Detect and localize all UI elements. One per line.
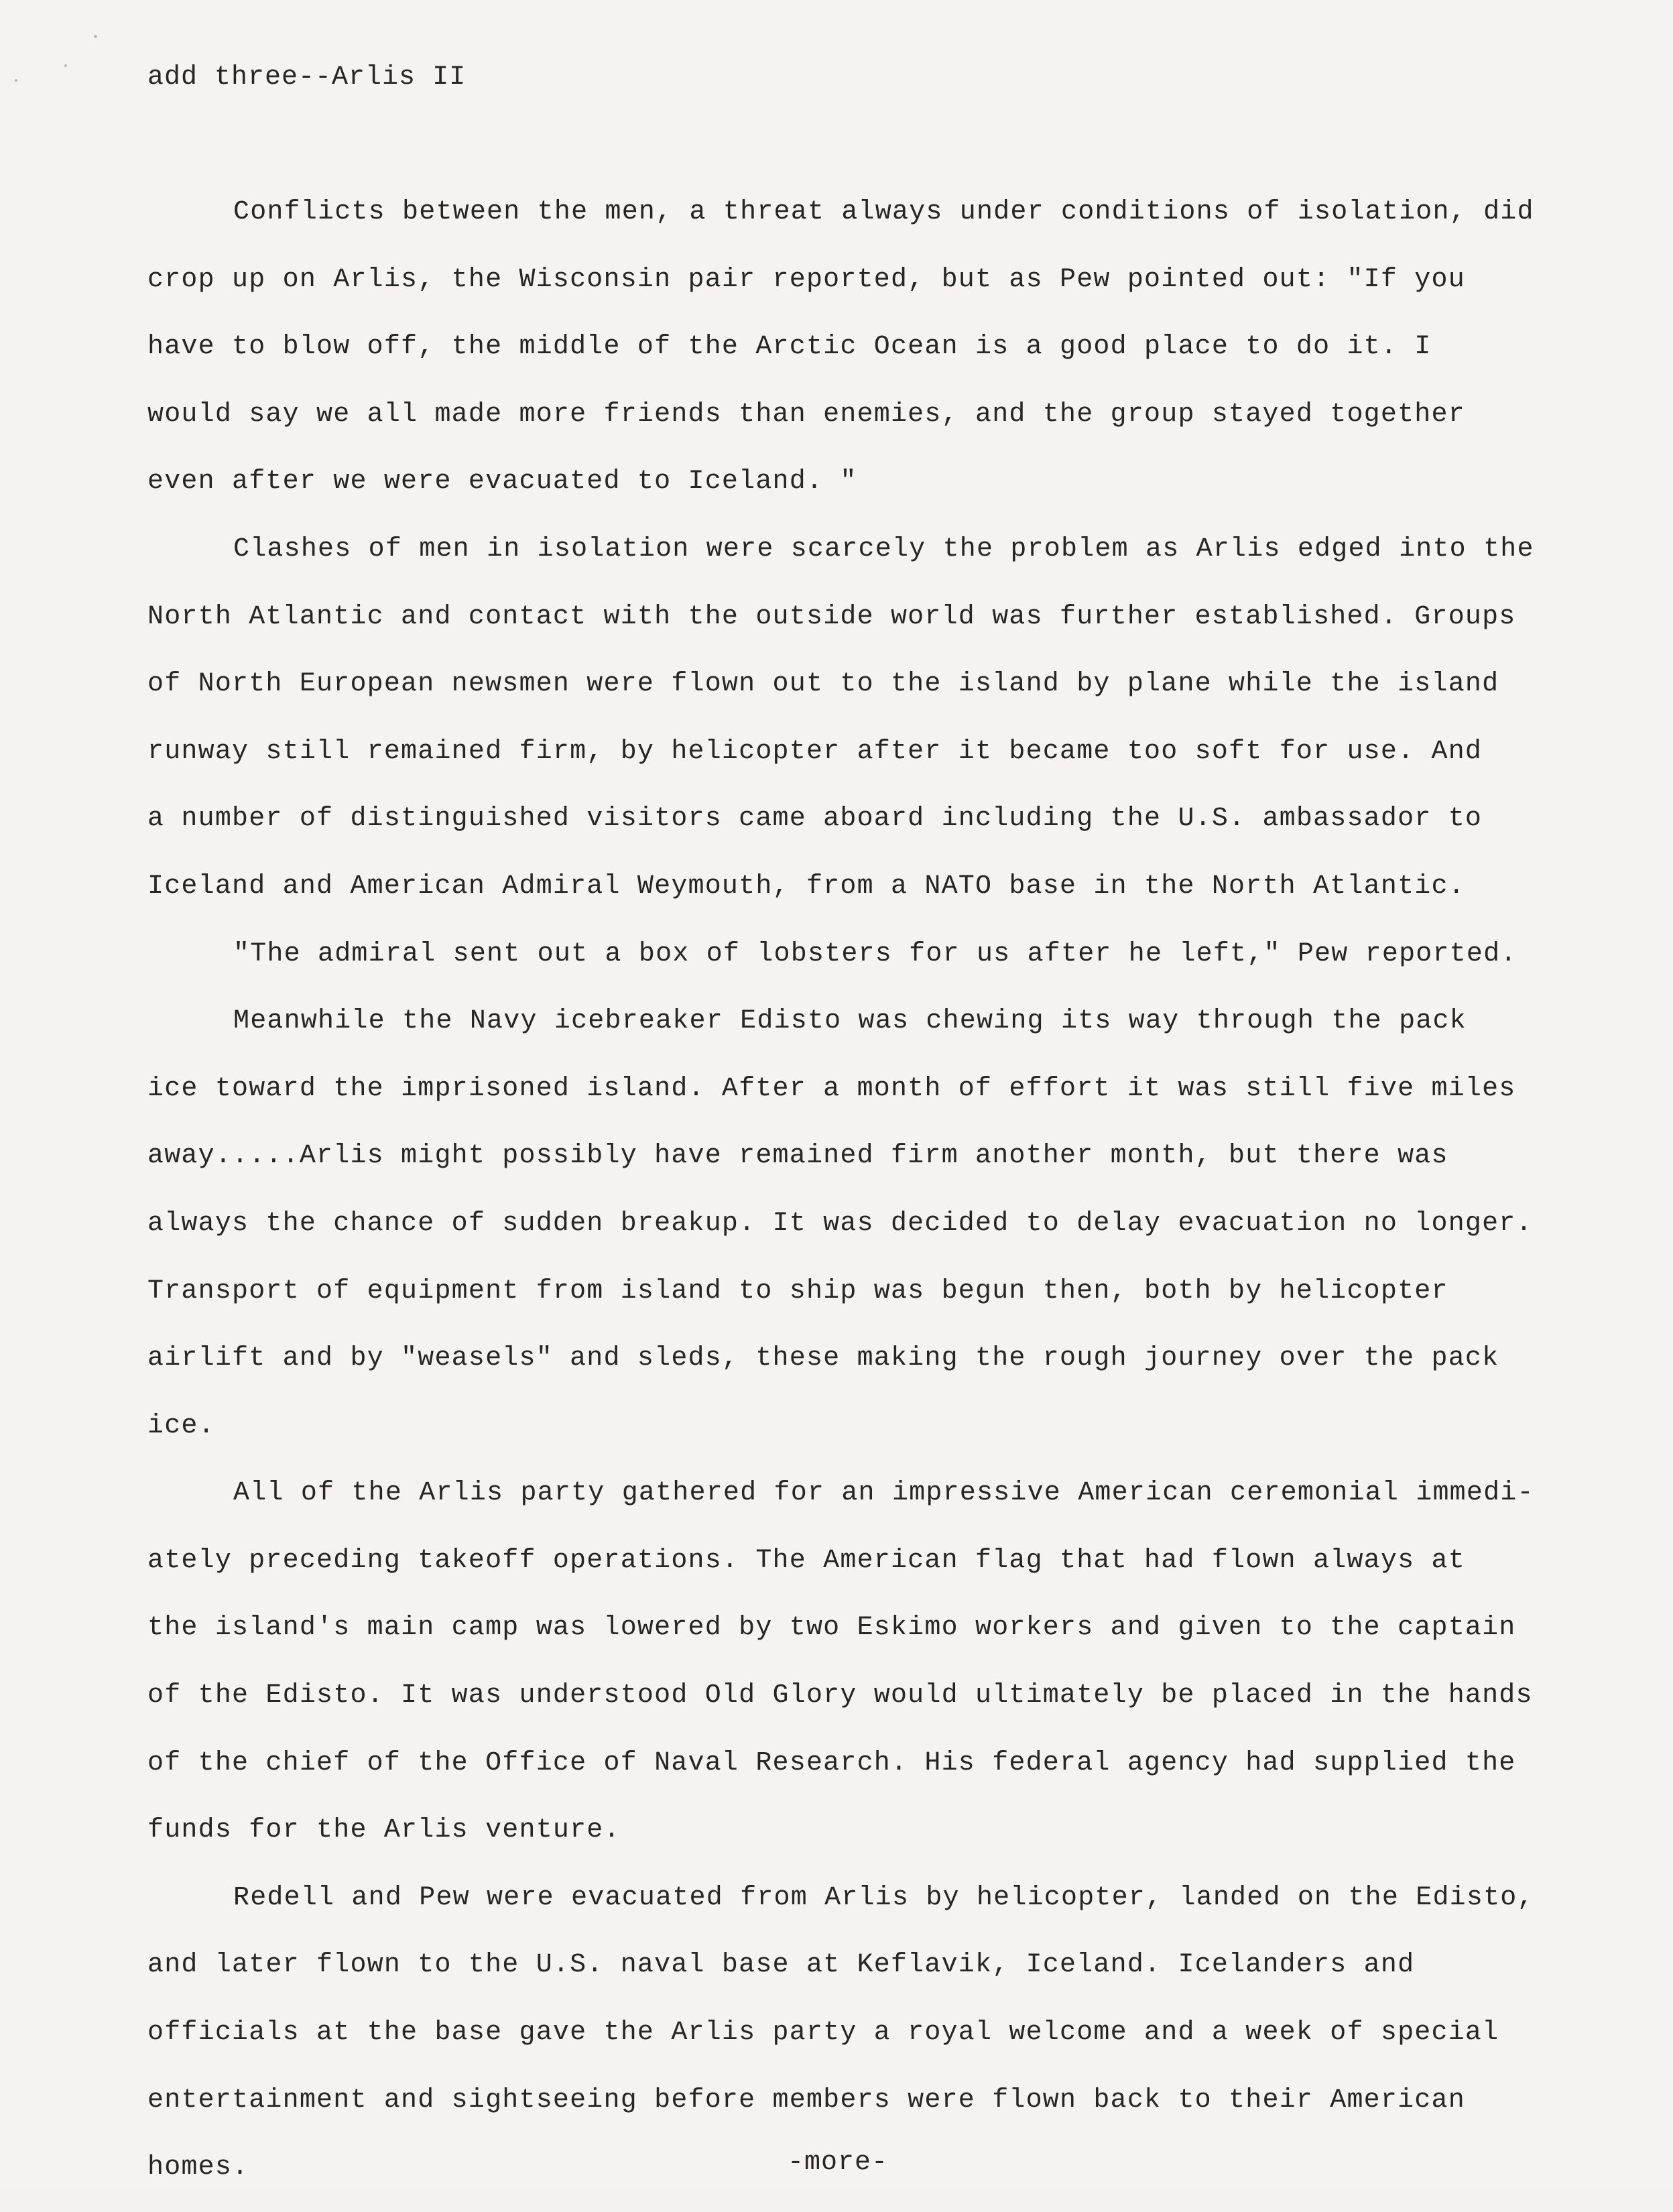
- text-line: ately preceding takeoff operations. The American flag that had flown always at: [147, 1545, 1465, 1576]
- page-header: add three--Arlis II: [147, 62, 467, 93]
- text-line: ice toward the imprisoned island. After a month of effort it was still five miles: [147, 1073, 1516, 1104]
- text-line: homes.: [147, 2152, 249, 2183]
- text-line: Redell and Pew were evacuated from Arlis by helicopter, landed on the Edisto,: [233, 1882, 1534, 1913]
- text-line: a number of distinguished visitors came aboard including the U.S. ambassador to: [147, 804, 1483, 835]
- text-line: of the chief of the Office of Naval Research. His federal agency had supplied the: [147, 1747, 1516, 1778]
- text-line: Meanwhile the Navy icebreaker Edisto was chewing its way through the pack: [233, 1006, 1467, 1037]
- text-line: Conflicts between the men, a threat always under conditions of isolation, did: [233, 197, 1534, 227]
- text-line: even after we were evacuated to Iceland. ": [147, 467, 857, 497]
- text-line: North Atlantic and contact with the outside world was further established. Groups: [147, 601, 1516, 632]
- text-line: of North European newsmen were flown out to the island by plane while the island: [147, 669, 1499, 700]
- text-line: funds for the Arlis venture.: [147, 1815, 621, 1846]
- text-line: "The admiral sent out a box of lobsters for us after he left," Pew reported.: [233, 938, 1517, 969]
- text-line: away.....Arlis might possibly have remained firm another month, but there was: [147, 1141, 1448, 1172]
- text-line: entertainment and sightseeing before members were flown back to their American: [147, 2085, 1465, 2115]
- text-line: All of the Arlis party gathered for an impressive American ceremonial immedi-: [233, 1478, 1534, 1509]
- text-line: of the Edisto. It was understood Old Glory would ultimately be placed in the hands: [147, 1680, 1533, 1711]
- text-line: crop up on Arlis, the Wisconsin pair reported, but as Pew pointed out: "If you: [147, 264, 1465, 295]
- text-line: always the chance of sudden breakup. It was decided to delay evacuation no longer.: [147, 1208, 1533, 1239]
- text-line: would say we all made more friends than enemies, and the group stayed together: [147, 399, 1465, 430]
- text-line: have to blow off, the middle of the Arctic Ocean is a good place to do it. I: [147, 332, 1432, 363]
- text-line: the island's main camp was lowered by two Eskimo workers and given to the captain: [147, 1613, 1516, 1644]
- text-line: runway still remained firm, by helicopter after it became too soft for use. And: [147, 736, 1483, 767]
- paper-speck: [15, 79, 17, 82]
- text-line: Transport of equipment from island to ship was begun then, both by helicopter: [147, 1276, 1448, 1306]
- document-body: [147, 189, 1548, 2212]
- text-line: Clashes of men in isolation were scarcely the problem as Arlis edged into the: [233, 534, 1534, 564]
- continuation-marker: -more-: [788, 2148, 889, 2178]
- text-line: and later flown to the U.S. naval base at Keflavik, Iceland. Icelanders and: [147, 1950, 1415, 1981]
- paper-speck: [94, 35, 97, 38]
- text-line: ice.: [147, 1410, 215, 1441]
- text-line: officials at the base gave the Arlis party a royal welcome and a week of special: [147, 2018, 1499, 2048]
- text-line: airlift and by "weasels" and sleds, these making the rough journey over the pack: [147, 1343, 1499, 1374]
- paper-speck: [64, 64, 67, 67]
- text-line: Iceland and American Admiral Weymouth, from a NATO base in the North Atlantic.: [147, 871, 1465, 902]
